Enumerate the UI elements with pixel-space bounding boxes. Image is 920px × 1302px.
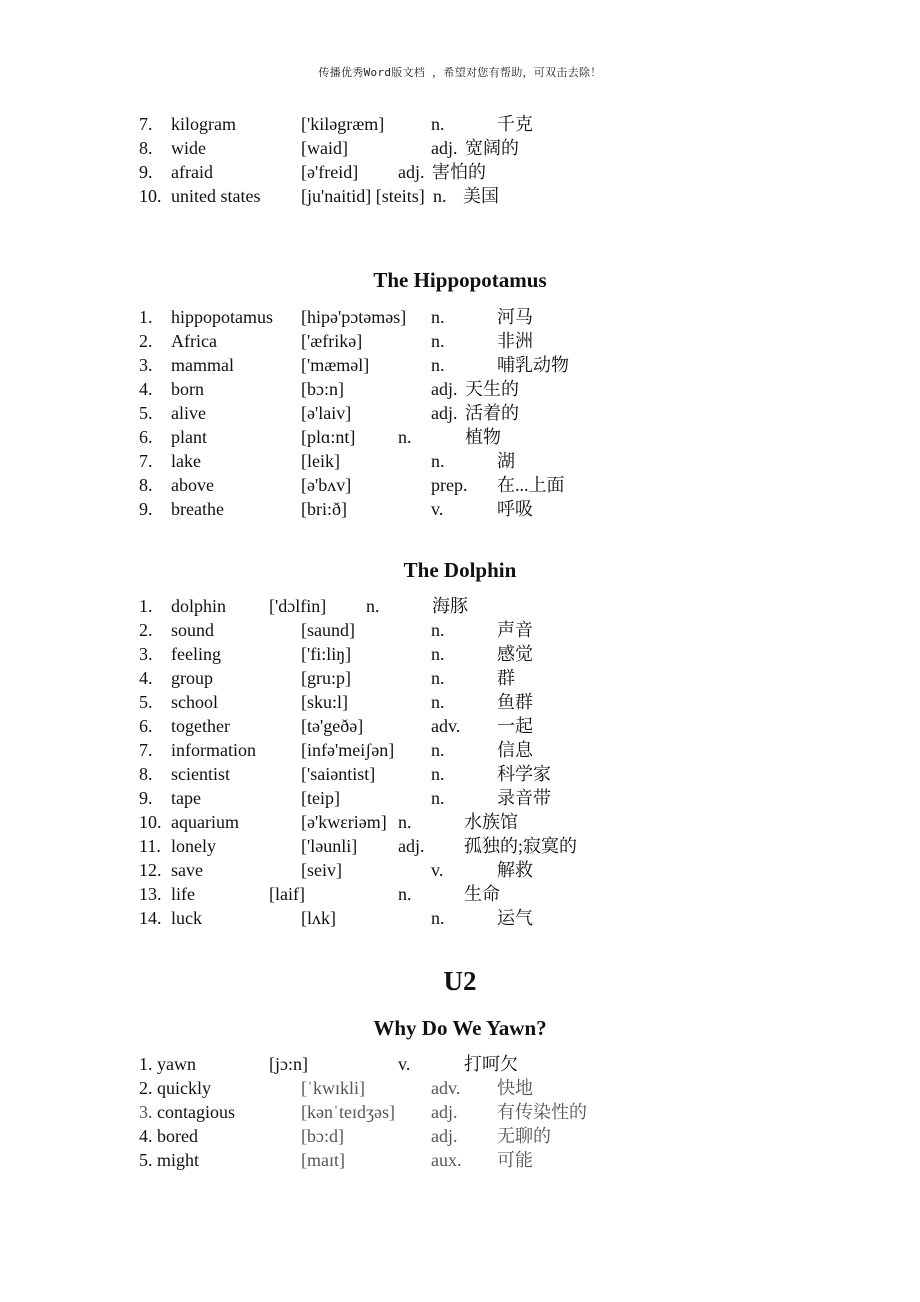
section-title-hippopotamus: The Hippopotamus (373, 268, 547, 292)
row-phonetic: [ə'kwɛriəm] (301, 812, 387, 832)
row-phonetic: ['mæməl] (301, 355, 370, 375)
row-word: scientist (171, 764, 230, 784)
row-meaning: 声音 (497, 620, 533, 640)
row-number: 2. (139, 1078, 153, 1098)
row-pos: n. (431, 331, 445, 351)
row-word: above (171, 475, 214, 495)
row-word: life (171, 884, 195, 904)
row-pos: n. (431, 692, 445, 712)
row-phonetic: [teip] (301, 788, 340, 808)
row-phonetic: [ə'bʌv] (301, 475, 352, 495)
row-pos: n. (431, 307, 445, 327)
row-phonetic: [tə'geðə] (301, 716, 364, 736)
row-pos: n. (431, 114, 445, 134)
row-number: 8. (139, 475, 153, 495)
row-pos: v. (431, 860, 444, 880)
row-word: united states (171, 186, 261, 206)
row-phonetic: [maɪt] (301, 1150, 345, 1170)
row-word: contagious (157, 1102, 235, 1122)
row-pos: n. (431, 764, 445, 784)
row-number: 3. (139, 644, 153, 664)
row-pos: adj. (431, 379, 458, 399)
row-phonetic: ['ləunli] (301, 836, 358, 856)
row-phonetic: ['saiəntist] (301, 764, 376, 784)
row-meaning: 可能 (497, 1150, 533, 1170)
row-pos: adj. (431, 1126, 458, 1146)
row-phonetic: [bɔ:d] (301, 1126, 344, 1146)
row-word: information (171, 740, 256, 760)
row-meaning: 群 (497, 668, 515, 688)
row-word: hippopotamus (171, 307, 273, 327)
row-phonetic: [bri:ð] (301, 499, 347, 519)
row-word: quickly (157, 1078, 211, 1098)
row-meaning: 鱼群 (497, 692, 533, 712)
row-phonetic: [seiv] (301, 860, 342, 880)
row-pos: adv. (431, 1078, 461, 1098)
document-header-note: 传播优秀Word版文档 ，希望对您有帮助，可双击去除！ (318, 66, 602, 79)
row-word: kilogram (171, 114, 236, 134)
row-pos: n. (431, 908, 445, 928)
row-number: 1. (139, 1054, 153, 1074)
section-title-yawn: Why Do We Yawn? (373, 1016, 547, 1040)
row-phonetic: [laif] (269, 884, 305, 904)
row-number: 3. (139, 1102, 153, 1122)
row-word: might (157, 1150, 200, 1170)
row-meaning: 宽阔的 (465, 138, 519, 158)
row-number: 3. (139, 355, 153, 375)
row-number: 10. (139, 186, 162, 206)
row-phonetic: [jɔ:n] (269, 1054, 308, 1074)
row-meaning: 一起 (497, 716, 533, 736)
row-phonetic: [plɑ:nt] (301, 427, 356, 447)
row-number: 4. (139, 379, 153, 399)
row-phonetic: ['æfrikə] (301, 331, 363, 351)
row-word: mammal (171, 355, 234, 375)
row-pos: n. (431, 668, 445, 688)
row-number: 2. (139, 620, 153, 640)
row-pos: v. (398, 1054, 411, 1074)
row-number: 1. (139, 596, 153, 616)
row-number: 12. (139, 860, 162, 880)
row-pos: adj. (398, 162, 425, 182)
row-phonetic: [sku:l] (301, 692, 348, 712)
row-meaning: 湖 (497, 451, 515, 471)
row-meaning: 信息 (497, 740, 533, 760)
row-pos: n. (431, 788, 445, 808)
row-meaning: 非洲 (497, 331, 533, 351)
row-word: wide (171, 138, 206, 158)
row-word: afraid (171, 162, 213, 182)
row-phonetic: [lʌk] (301, 908, 336, 928)
row-phonetic: [saund] (301, 620, 355, 640)
row-meaning: 解救 (497, 860, 533, 880)
row-meaning: 植物 (465, 427, 501, 447)
row-pos: adj. (431, 138, 458, 158)
row-number: 11. (139, 836, 161, 856)
row-phonetic: [waid] (301, 138, 348, 158)
row-phonetic: [ə'laiv] (301, 403, 352, 423)
row-pos: prep. (431, 475, 468, 495)
row-meaning: 害怕的 (432, 162, 486, 182)
row-number: 7. (139, 740, 153, 760)
row-word: together (171, 716, 230, 736)
row-phonetic: [bɔ:n] (301, 379, 344, 399)
row-number: 10. (139, 812, 162, 832)
row-word: lake (171, 451, 201, 471)
row-meaning: 孤独的;寂寞的 (464, 836, 578, 856)
row-number: 2. (139, 331, 153, 351)
row-pos: n. (431, 451, 445, 471)
row-word: save (171, 860, 203, 880)
section-title-dolphin: The Dolphin (403, 558, 517, 582)
row-meaning: 有传染性的 (497, 1102, 587, 1122)
row-pos: n. (431, 644, 445, 664)
row-phonetic: [leik] (301, 451, 340, 471)
row-meaning: 感觉 (497, 644, 533, 664)
row-phonetic: [hipə'pɔtəməs] (301, 307, 407, 327)
row-word: born (171, 379, 204, 399)
row-word: school (171, 692, 218, 712)
row-number: 14. (139, 908, 162, 928)
row-phonetic: [infə'meiʃən] (301, 740, 395, 760)
row-phonetic: [gru:p] (301, 668, 351, 688)
row-number: 9. (139, 499, 153, 519)
row-pos: n. (398, 427, 412, 447)
row-phonetic: [ju'naitid] [steits] (301, 186, 425, 206)
row-number: 7. (139, 114, 153, 134)
row-word: group (171, 668, 213, 688)
row-meaning: 科学家 (497, 764, 551, 784)
row-number: 8. (139, 138, 153, 158)
row-number: 5. (139, 1150, 153, 1170)
row-meaning: 在...上面 (497, 475, 565, 495)
row-meaning: 录音带 (497, 788, 551, 808)
row-meaning: 呼吸 (497, 499, 533, 519)
row-meaning: 水族馆 (464, 812, 518, 832)
row-meaning: 快地 (497, 1078, 533, 1098)
row-number: 13. (139, 884, 162, 904)
row-phonetic: ['fi:liŋ] (301, 644, 352, 664)
row-phonetic: ['kiləgræm] (301, 114, 385, 134)
row-word: alive (171, 403, 206, 423)
row-word: tape (171, 788, 201, 808)
row-pos: n. (366, 596, 380, 616)
row-meaning: 美国 (463, 186, 499, 206)
row-pos: aux. (431, 1150, 462, 1170)
row-number: 6. (139, 427, 153, 447)
row-phonetic: [kənˈteɪdʒəs] (301, 1102, 395, 1122)
row-number: 4. (139, 668, 153, 688)
row-meaning: 无聊的 (497, 1126, 551, 1146)
row-pos: n. (398, 812, 412, 832)
row-pos: adj. (431, 1102, 458, 1122)
row-meaning: 运气 (497, 908, 533, 928)
row-pos: n. (431, 740, 445, 760)
row-phonetic: [ˈkwɪkli] (301, 1078, 365, 1098)
row-pos: v. (431, 499, 444, 519)
row-number: 7. (139, 451, 153, 471)
row-word: sound (171, 620, 215, 640)
row-meaning: 天生的 (465, 379, 519, 399)
row-pos: n. (433, 186, 447, 206)
row-number: 1. (139, 307, 153, 327)
row-meaning: 河马 (497, 307, 533, 327)
row-meaning: 活着的 (465, 403, 519, 423)
row-phonetic: [ə'freid] (301, 162, 359, 182)
row-number: 9. (139, 788, 153, 808)
row-number: 8. (139, 764, 153, 784)
row-meaning: 生命 (464, 884, 500, 904)
row-number: 5. (139, 692, 153, 712)
row-meaning: 哺乳动物 (497, 355, 569, 375)
unit-heading: U2 (443, 966, 477, 996)
row-pos: n. (431, 620, 445, 640)
row-word: dolphin (171, 596, 227, 616)
row-number: 6. (139, 716, 153, 736)
row-word: yawn (157, 1054, 196, 1074)
row-pos: n. (398, 884, 412, 904)
row-meaning: 千克 (497, 114, 533, 134)
row-meaning: 海豚 (432, 596, 468, 616)
row-number: 9. (139, 162, 153, 182)
row-pos: adv. (431, 716, 461, 736)
row-number: 5. (139, 403, 153, 423)
row-phonetic: ['dɔlfin] (269, 596, 327, 616)
row-word: luck (171, 908, 202, 928)
row-word: lonely (171, 836, 216, 856)
row-number: 4. (139, 1126, 153, 1146)
row-word: feeling (171, 644, 221, 664)
row-word: Africa (171, 331, 217, 351)
row-pos: n. (431, 355, 445, 375)
row-word: aquarium (171, 812, 239, 832)
row-meaning: 打呵欠 (464, 1054, 518, 1074)
row-word: plant (171, 427, 207, 447)
row-pos: adj. (431, 403, 458, 423)
row-pos: adj. (398, 836, 425, 856)
row-word: breathe (171, 499, 224, 519)
row-word: bored (157, 1126, 198, 1146)
